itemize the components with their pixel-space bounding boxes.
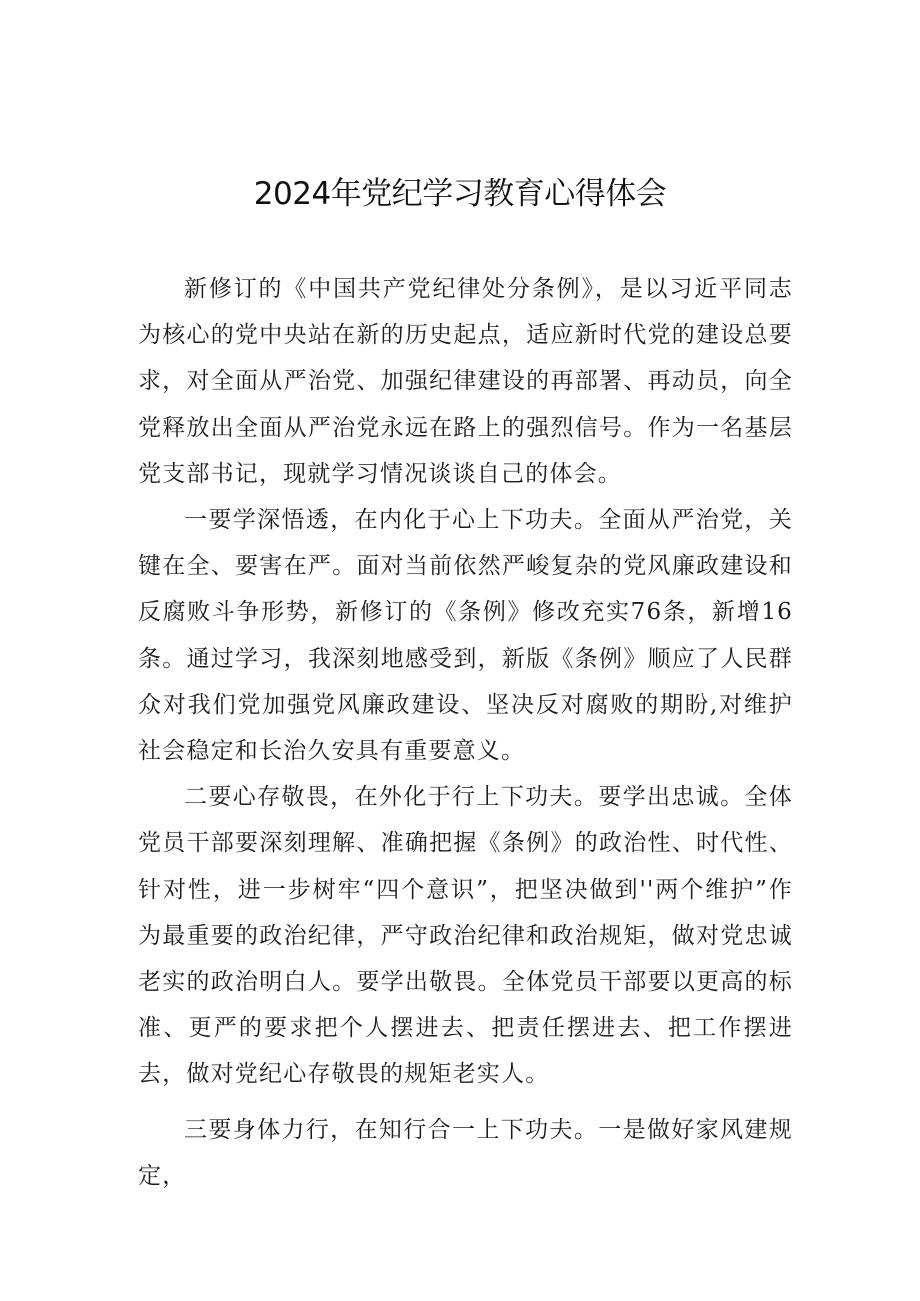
- paragraph-intro: 新修订的《中国共产党纪律处分条例》，是以习近平同志为核心的党中央站在新的历史起点，适应新时代党的建设总要求，对全面从严治党、加强纪律建设的再部署、再动员，向全党释放出全面从严治党永远在路上的强烈信号。作为一名基层党支部书记，现就学习情况谈谈自己的体会。: [138, 276, 793, 487]
- paragraph-point-three: 三要身体力行，在知行合一上下功夫。一是做好家风建规定，: [138, 1116, 793, 1189]
- paragraph-point-one: 一要学深悟透，在内化于心上下功夫。全面从严治党，关键在全、要害在严。面对当前依然严峻复杂的党风廉政建设和反腐败斗争形势，新修订的《条例》修改充实76条，新增16条。通过学习，我深刻地感受到，新版《条例》顺应了人民群众对我们党加强党风廉政建设、坚决反对腐败的期盼,对维护社会稳定和长治久安具有重要意义。: [138, 507, 793, 765]
- document-body: [138, 266, 793, 1199]
- document-title: 2024年党纪学习教育心得体会: [253, 176, 667, 212]
- paragraph-point-two: 二要心存敬畏，在外化于行上下功夫。要学出忠诚。全体党员干部要深刻理解、准确把握《条例》的政治性、时代性、针对性，进一步树牢“四个意识”，把坚决做到''两个维护”作为最重要的政治纪律，严守政治纪律和政治规矩，做对党忠诚老实的政治明白人。要学出敬畏。全体党员干部要以更高的标准、更严的要求把个人摆进去、把责任摆进去、把工作摆进去，做对党纪心存敬畏的规矩老实人。: [138, 784, 793, 1088]
